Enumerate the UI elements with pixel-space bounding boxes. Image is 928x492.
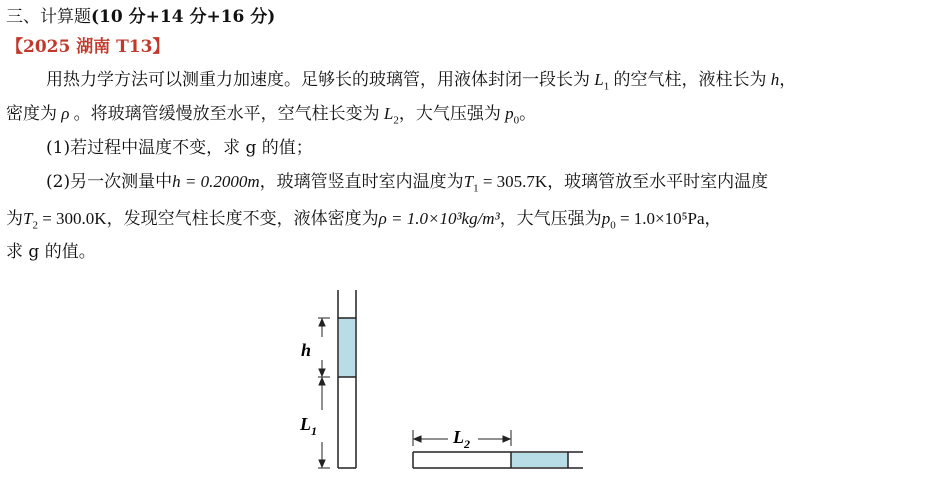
source-tag: 【2025 湖南 T13】 [6, 37, 170, 57]
dimension-L1 [318, 378, 330, 468]
section-heading [6, 6, 275, 28]
intro-text-2a: 密度为 [6, 104, 57, 124]
symbol-rho: ρ [57, 104, 74, 123]
vertical-tube [338, 290, 356, 468]
question-1-text: (1)若过程中温度不变，求 g 的值； [46, 138, 313, 158]
symbol-h: h [766, 70, 780, 89]
q2-text-e: ，发现空气柱长度不变，液体密度为 [106, 209, 379, 229]
source-tag-line [6, 36, 169, 58]
section-title: 三、计算题 [6, 7, 91, 27]
intro-text-2c: ，大气压强为 [398, 104, 501, 124]
q2-T1-value: = 305.7K [482, 172, 548, 191]
section-points: (10 分+14 分+16 分) [91, 7, 276, 27]
problem-intro-line-1: 用热力学方法可以测重力加速度。足够长的玻璃管，用液体封闭一段长为 $L_1$ 的空气柱，液柱长为 h， [46, 70, 797, 93]
intro-text-1a: 用热力学方法可以测重力加速度。足够长的玻璃管，用液体封闭一段长为 [46, 70, 590, 90]
horizontal-liquid-column [511, 453, 568, 467]
symbol-L2: $L_2$ [379, 104, 399, 127]
question-2-line-3 [6, 241, 96, 263]
q2-text-a: (2)另一次测量中 [46, 172, 173, 192]
vertical-liquid-column [339, 318, 355, 377]
q2-text-c: ，玻璃管放至水平时室内温度 [547, 172, 769, 192]
q2-text-last: 求 g 的值。 [6, 242, 96, 262]
symbol-T2: $T_2$ [23, 209, 38, 232]
label-L2: $L_2$ [453, 427, 470, 451]
q2-text-b: ，玻璃管竖直时室内温度为 [259, 172, 464, 192]
symbol-p0: $p_0$ [500, 104, 520, 127]
q2-text-d: 为 [6, 209, 23, 229]
dimension-h [318, 318, 330, 377]
label-h: h [301, 340, 312, 360]
question-2-line-2 [6, 208, 722, 236]
intro-text-1b: 的空气柱，液柱长为 [613, 70, 767, 90]
symbol-p0-2: $p_0$ [601, 209, 616, 232]
q2-p0-value: = 1.0×10⁵Pa [619, 209, 705, 228]
symbol-L1: $L_1$ [590, 70, 610, 93]
q2-text-f: ，大气压强为 [499, 209, 602, 229]
q2-rho-value: ρ = 1.0×10³kg/m³ [378, 209, 500, 228]
label-L1: $L_1$ [300, 414, 317, 438]
glass-tube-figure [0, 280, 928, 492]
problem-intro-line-2: 密度为 ρ 。将玻璃管缓慢放至水平，空气柱长变为 $L_2$，大气压强为 $p_0$。 [6, 104, 537, 127]
question-1 [46, 137, 313, 159]
q2-T2-value: = 300.0K [42, 209, 107, 228]
q2-h-value: h = 0.2000m [172, 172, 260, 191]
question-2-line-1 [46, 171, 768, 199]
symbol-T1: $T_1$ [463, 172, 479, 195]
q2-text-g: ， [704, 209, 722, 229]
intro-text-2b: 。将玻璃管缓慢放至水平，空气柱长变为 [73, 104, 380, 124]
horizontal-tube [413, 452, 583, 468]
